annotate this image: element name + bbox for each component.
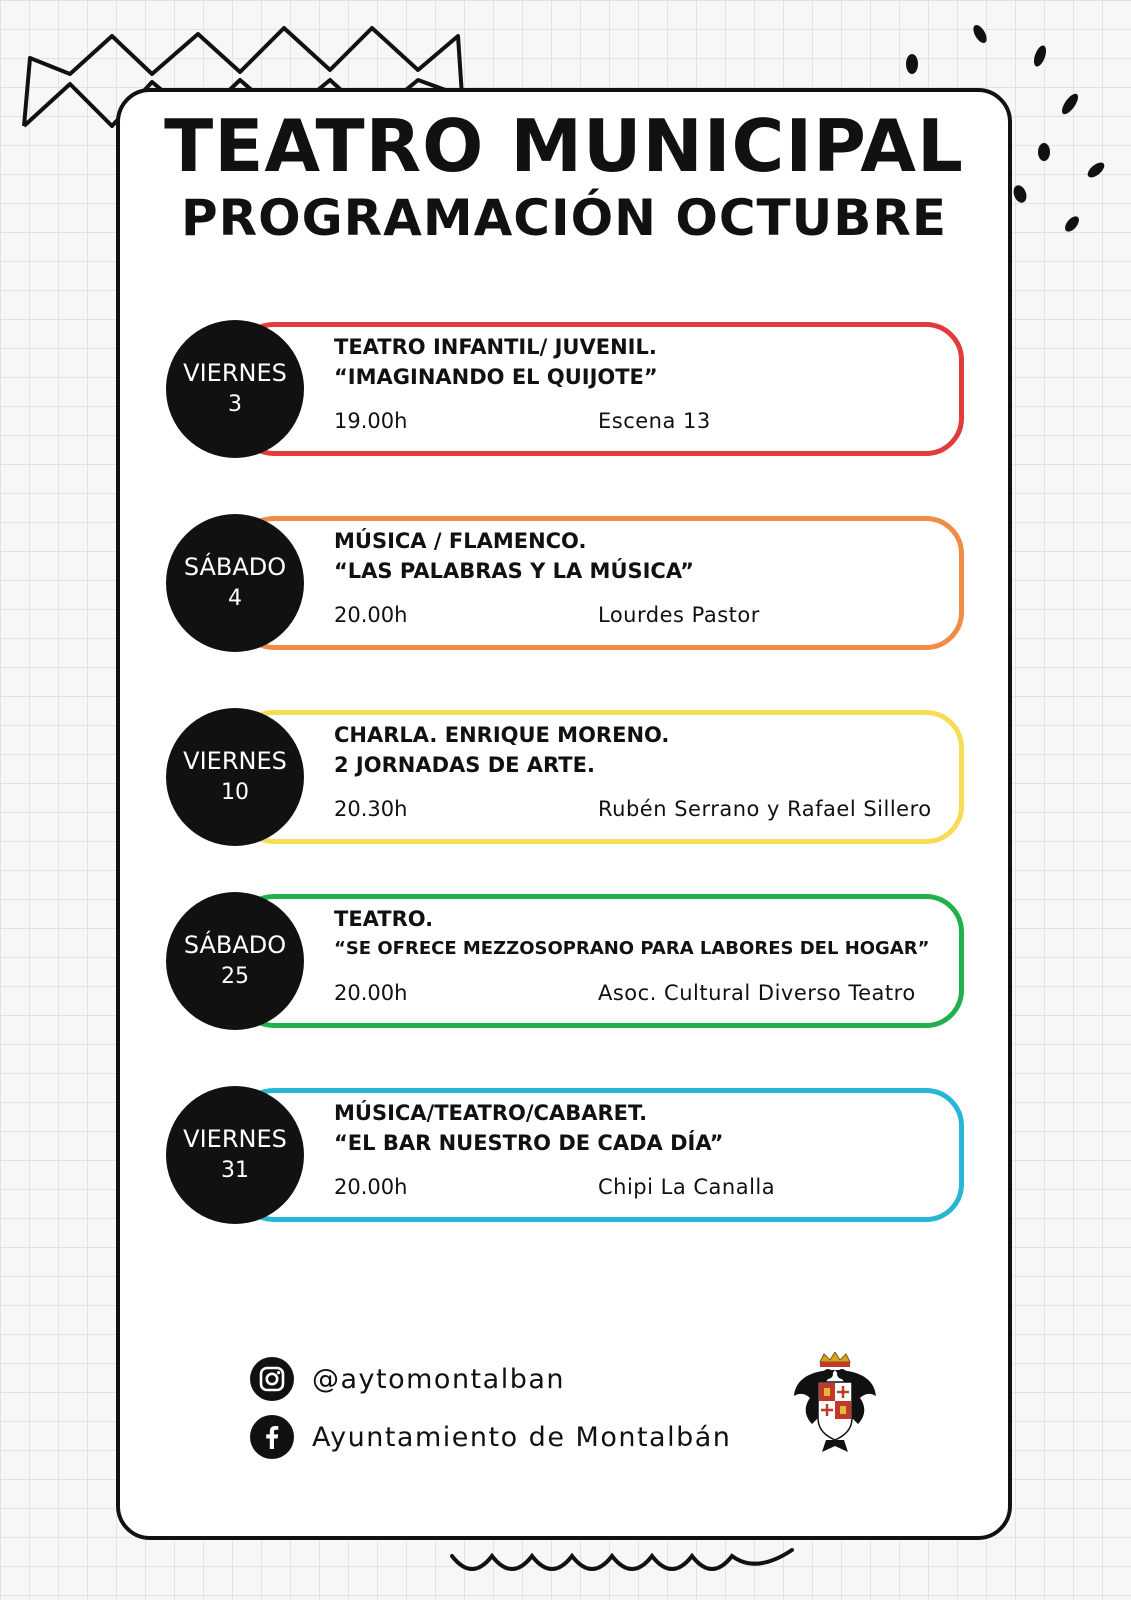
instagram-link[interactable] bbox=[250, 1356, 565, 1402]
event-day: VIERNES bbox=[183, 1125, 287, 1153]
date-circle bbox=[166, 892, 304, 1030]
coat-of-arms-icon bbox=[790, 1352, 880, 1456]
date-circle bbox=[166, 514, 304, 652]
event-time: 20.30h bbox=[334, 797, 408, 821]
event-type: MÚSICA/TEATRO/CABARET. bbox=[334, 1101, 648, 1125]
date-circle bbox=[166, 320, 304, 458]
event-name: “IMAGINANDO EL QUIJOTE” bbox=[334, 365, 658, 389]
event-time: 20.00h bbox=[334, 981, 408, 1005]
event-time: 20.00h bbox=[334, 603, 408, 627]
event-item bbox=[166, 708, 966, 848]
event-type: MÚSICA / FLAMENCO. bbox=[334, 529, 587, 553]
event-time: 19.00h bbox=[334, 409, 408, 433]
event-item bbox=[166, 320, 966, 460]
event-item bbox=[166, 1086, 966, 1226]
date-circle bbox=[166, 708, 304, 846]
event-name: “LAS PALABRAS Y LA MÚSICA” bbox=[334, 559, 694, 583]
date-circle bbox=[166, 1086, 304, 1224]
event-venue: Rubén Serrano y Rafael Sillero bbox=[598, 797, 932, 821]
event-name: “EL BAR NUESTRO DE CADA DÍA” bbox=[334, 1131, 724, 1155]
event-day: SÁBADO bbox=[183, 553, 287, 581]
instagram-handle: @aytomontalban bbox=[312, 1363, 565, 1395]
event-item bbox=[166, 514, 966, 654]
page-title: TEATRO MUNICIPAL bbox=[164, 104, 964, 188]
event-item bbox=[166, 892, 966, 1032]
event-date: 31 bbox=[221, 1158, 249, 1183]
event-type: CHARLA. ENRIQUE MORENO. bbox=[334, 723, 670, 747]
event-type: TEATRO INFANTIL/ JUVENIL. bbox=[334, 335, 657, 359]
instagram-icon bbox=[250, 1357, 294, 1401]
event-date: 10 bbox=[221, 780, 249, 805]
event-time: 20.00h bbox=[334, 1175, 408, 1199]
event-date: 4 bbox=[228, 586, 242, 611]
page-subtitle: PROGRAMACIÓN OCTUBRE bbox=[180, 189, 948, 247]
event-date: 3 bbox=[228, 392, 242, 417]
facebook-page-name: Ayuntamiento de Montalbán bbox=[312, 1421, 732, 1453]
event-name: “SE OFRECE MEZZOSOPRANO PARA LABORES DEL HOGAR” bbox=[334, 938, 930, 959]
event-day: SÁBADO bbox=[183, 931, 287, 959]
event-venue: Asoc. Cultural Diverso Teatro bbox=[598, 981, 916, 1005]
event-venue: Escena 13 bbox=[598, 409, 711, 433]
wave-doodle bbox=[452, 1550, 792, 1569]
event-venue: Chipi La Canalla bbox=[598, 1175, 776, 1199]
event-day: VIERNES bbox=[183, 747, 287, 775]
facebook-link[interactable] bbox=[250, 1414, 731, 1460]
event-type: TEATRO. bbox=[334, 907, 434, 931]
event-day: VIERNES bbox=[183, 359, 287, 387]
facebook-icon bbox=[250, 1415, 294, 1459]
event-name: 2 JORNADAS DE ARTE. bbox=[334, 753, 595, 777]
event-venue: Lourdes Pastor bbox=[598, 603, 760, 627]
event-date: 25 bbox=[221, 964, 249, 989]
